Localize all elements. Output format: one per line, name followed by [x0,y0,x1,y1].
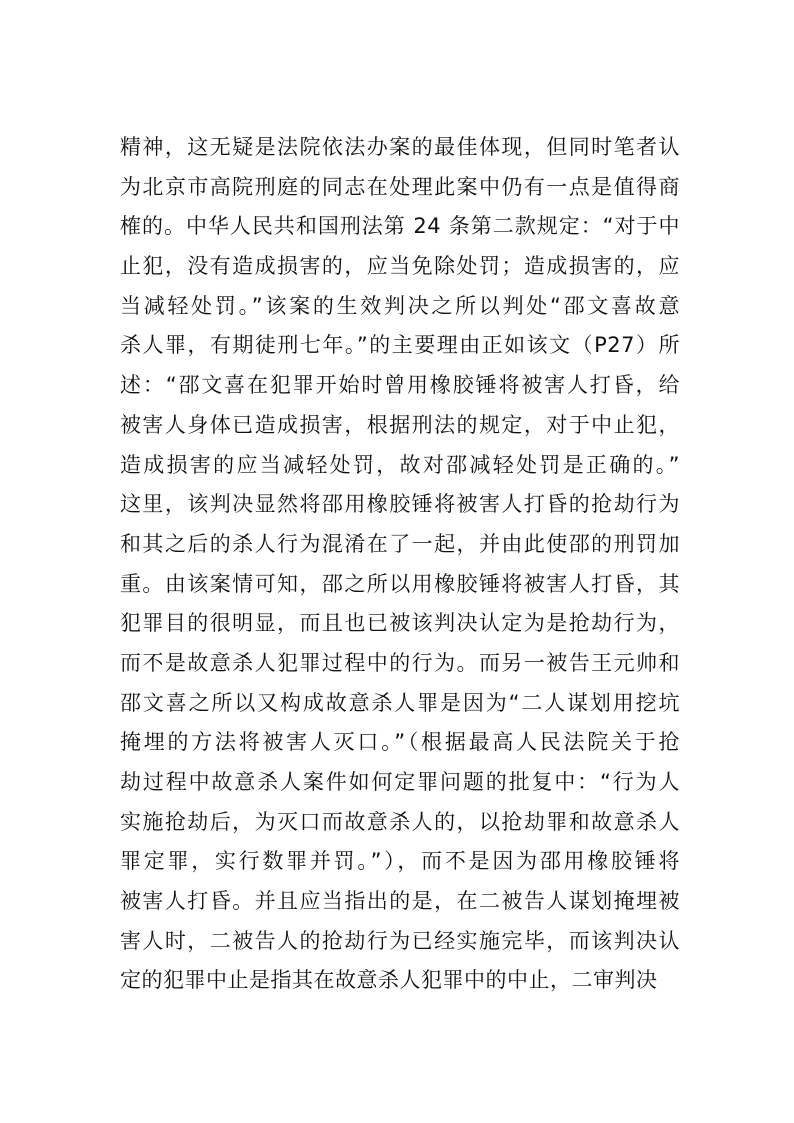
text-line: 精神，这无疑是法院依法办案的最佳体现，但同时笔者认 [120,135,680,159]
text-line: 这里，该判决显然将邵用橡胶锤将被害人打昏的抢劫行为 [120,492,680,517]
text-line: 止犯，没有造成损害的，应当免除处罚；造成损害的，应 [120,254,680,279]
text-line: 邵文喜之所以又构成故意杀人罪是因为“二人谋划用挖坑 [120,690,680,715]
text-line: 和其之后的杀人行为混淆在了一起，并由此使邵的刑罚加 [120,531,680,556]
body-text [120,128,680,1001]
text-line: 造成损害的应当减轻处罚，故对邵减轻处罚是正确的。” [120,452,680,477]
text-line: 而不是故意杀人犯罪过程中的行为。而另一被告王元帅和 [120,650,680,675]
text-line: 被害人打昏。并且应当指出的是，在二被告人谋划掩埋被 [120,889,680,914]
text-line: 杀人罪，有期徒刑七年。”的主要理由正如该文（P27）所 [120,333,680,358]
text-line: 罪定罪，实行数罪并罚。”），而不是因为邵用橡胶锤将 [120,849,680,874]
text-line: 当减轻处罚。”该案的生效判决之所以判处“邵文喜故意 [120,293,680,318]
text-line: 述：“邵文喜在犯罪开始时曾用橡胶锤将被害人打昏，给 [120,373,680,398]
text-line: 定的犯罪中止是指其在故意杀人犯罪中的中止，二审判决 [120,968,658,993]
text-line: 为北京市高院刑庭的同志在处理此案中仍有一点是值得商 [120,174,680,199]
text-line: 重。由该案情可知，邵之所以用橡胶锤将被害人打昏，其 [120,571,680,596]
text-line: 劫过程中故意杀人案件如何定罪问题的批复中：“行为人 [120,770,680,794]
text-line: 榷的。中华人民共和国刑法第 24 条第二款规定：“对于中 [120,214,680,239]
text-line: 被害人身体已造成损害，根据刑法的规定，对于中止犯， [120,412,680,437]
text-line: 掩埋的方法将被害人灭口。”（根据最高人民法院关于抢 [120,730,680,755]
text-line: 害人时，二被告人的抢劫行为已经实施完毕，而该判决认 [120,928,680,953]
text-line: 犯罪目的很明显，而且也已被该判决认定为是抢劫行为， [120,611,680,636]
text-line: 实施抢劫后，为灭口而故意杀人的，以抢劫罪和故意杀人 [120,809,680,834]
